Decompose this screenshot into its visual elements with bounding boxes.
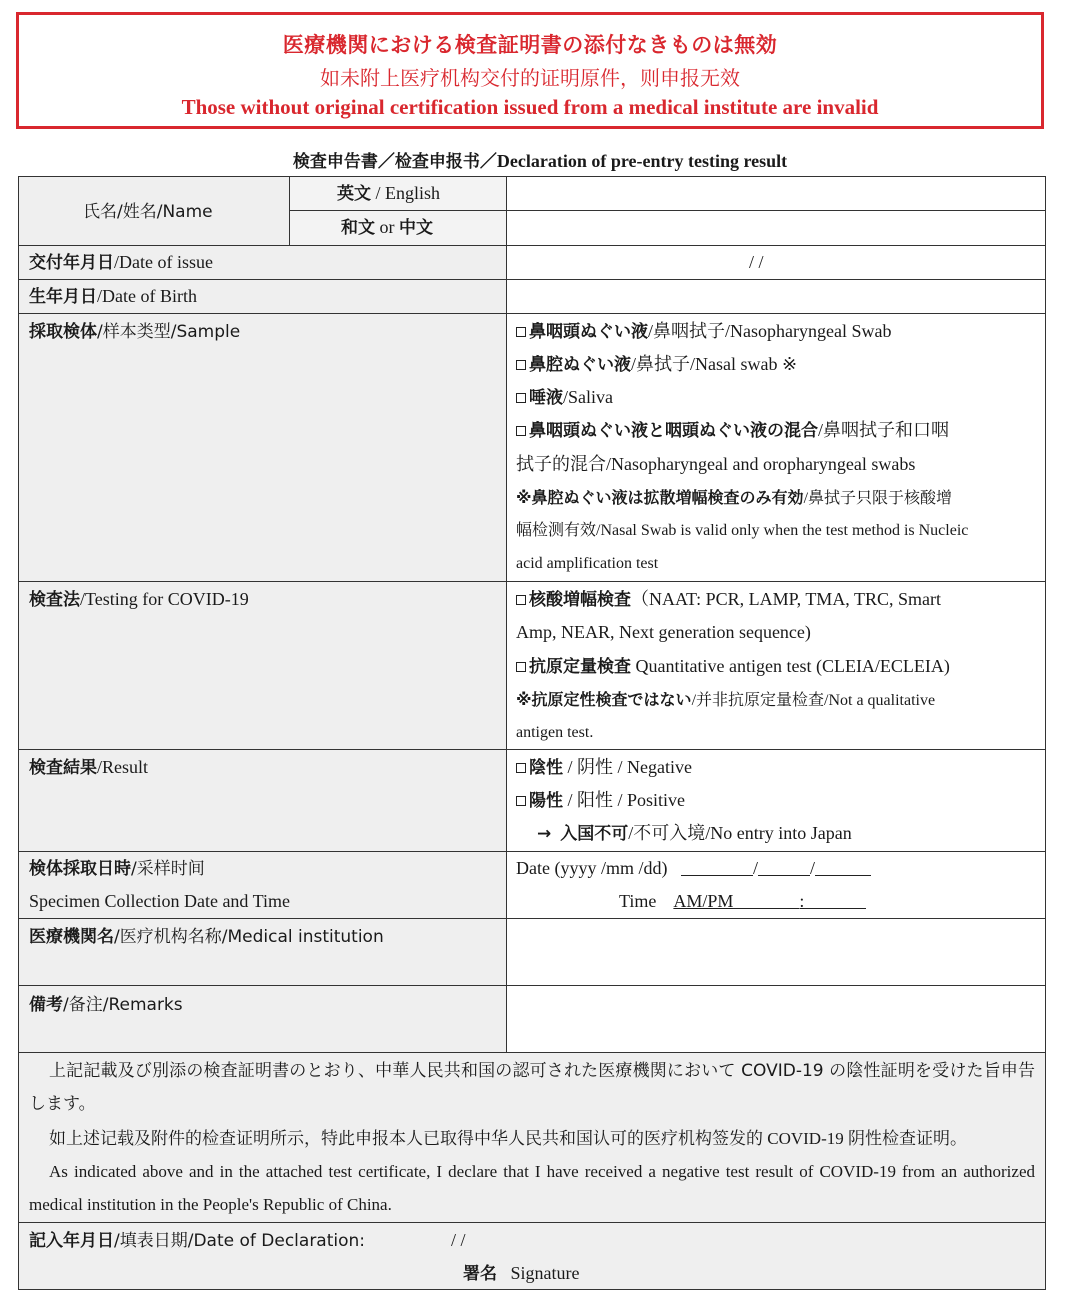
warning-zh: 如未附上医疗机构交付的证明原件，则申报无效 — [320, 66, 740, 90]
collection-label: 検体採取日時/采样时间 — [29, 859, 205, 879]
testing-note-line2: antigen test. — [516, 724, 594, 741]
sample-note-line3: acid amplification test — [516, 555, 659, 572]
date-of-issue-field[interactable]: / / — [749, 252, 764, 272]
warning-jp: 医療機関における検査証明書の添付なきものは無効 — [282, 33, 778, 57]
name-kanji-label: 和文 or 中文 — [341, 217, 433, 238]
checkbox-icon[interactable] — [516, 426, 526, 436]
sample-option-nasal[interactable]: 鼻腔ぬぐい液/鼻拭子/Nasal swab ※ — [516, 348, 797, 382]
name-english-field[interactable] — [509, 179, 1043, 209]
signature-label: 署名 Signature — [463, 1263, 580, 1284]
declaration-en: As indicated above and in the attached test certificate, I declare that I have received a negative test result of COVID-19 from an authorized medical institution in the People's Republic of China. — [29, 1162, 1035, 1214]
remarks-field[interactable] — [509, 988, 1043, 1050]
declaration-date-label: 記入年月日/填表日期/Date of Declaration: — [29, 1231, 366, 1251]
collection-label-en: Specimen Collection Date and Time — [29, 891, 290, 911]
checkbox-icon[interactable] — [516, 662, 526, 672]
date-of-birth-label: 生年月日/Date of Birth — [29, 286, 197, 307]
date-of-issue-label: 交付年月日/Date of issue — [29, 252, 213, 273]
name-kanji-field[interactable] — [509, 213, 1043, 243]
sample-note-line2: 幅检测有效/Nasal Swab is valid only when the test method is Nucleic — [516, 522, 969, 539]
checkbox-icon[interactable] — [516, 796, 526, 806]
sample-option-nasopharyngeal[interactable]: 鼻咽頭ぬぐい液/鼻咽拭子/Nasopharyngeal Swab — [516, 315, 891, 349]
checkbox-icon[interactable] — [516, 393, 526, 403]
testing-option-naat[interactable]: 核酸増幅検査（NAAT: PCR, LAMP, TMA, TRC, Smart — [516, 583, 941, 617]
signature-field[interactable] — [629, 1259, 1029, 1287]
collection-time-field[interactable]: Time AM/PM : — [619, 885, 866, 918]
sample-label: 採取検体/样本类型/Sample — [29, 322, 241, 342]
warning-en: Those without original certification issued from a medical institute are invalid — [181, 95, 879, 119]
declaration-date-field[interactable]: / / — [451, 1230, 466, 1250]
institution-label: 医療機関名/医疗机构名称/Medical institution — [29, 927, 384, 947]
checkbox-icon[interactable] — [516, 595, 526, 605]
testing-option-naat-line2: Amp, NEAR, Next generation sequence) — [516, 622, 811, 642]
arrow-right-icon: → — [537, 824, 552, 844]
testing-option-antigen[interactable]: 抗原定量検査 Quantitative antigen test (CLEIA/ECLEIA) — [516, 650, 950, 684]
collection-date-field[interactable]: Date (yyyy /mm /dd) / / — [516, 852, 871, 885]
remarks-label: 備考/备注/Remarks — [29, 995, 183, 1015]
form-title — [0, 147, 1080, 172]
institution-field[interactable] — [509, 921, 1043, 983]
result-label: 検査結果/Result — [29, 757, 149, 778]
testing-label: 検査法/Testing for COVID-19 — [29, 589, 249, 610]
sample-option-mixed-line2: 拭子的混合/Nasopharyngeal and oropharyngeal swabs — [516, 454, 916, 474]
checkbox-icon[interactable] — [516, 763, 526, 773]
declaration-jp: 上記記載及び別添の検査証明書のとおり、中華人民共和国の認可された医療機関において COVID-19 の陰性証明を受けた旨申告します。 — [29, 1061, 1035, 1114]
declaration-zh: 如上述记载及附件的检查证明所示，特此申报本人已取得中华人民共和国认可的医疗机构签发的 COVID-19 阴性检查证明。 — [49, 1129, 967, 1148]
sample-option-mixed[interactable]: 鼻咽頭ぬぐい液と咽頭ぬぐい液の混合/鼻咽拭子和口咽 — [516, 414, 949, 448]
sample-option-saliva[interactable]: 唾液/Saliva — [516, 381, 613, 415]
form-title-jp: 検査申告書 — [292, 152, 378, 172]
checkbox-icon[interactable] — [516, 327, 526, 337]
name-label: 氏名/姓名/Name — [83, 202, 213, 222]
declaration-form — [18, 176, 1046, 1290]
form-title-zh: ／检查申报书／ — [377, 152, 497, 172]
invalid-warning-box — [16, 12, 1044, 129]
result-no-entry: → 入国不可/不可入境/No entry into Japan — [537, 823, 852, 844]
form-title-en: Declaration of pre-entry testing result — [496, 151, 788, 171]
testing-note: ※抗原定性検査ではない/并非抗原定量检查/Not a qualitative — [516, 690, 936, 709]
result-option-positive[interactable]: 陽性 / 阳性 / Positive — [516, 784, 685, 818]
name-english-label: 英文 / English — [337, 183, 441, 204]
checkbox-icon[interactable] — [516, 360, 526, 370]
result-option-negative[interactable]: 陰性 / 阴性 / Negative — [516, 751, 692, 785]
date-of-birth-field[interactable] — [509, 281, 1043, 311]
sample-note: ※鼻腔ぬぐい液は拡散増幅検査のみ有効/鼻拭子只限于核酸增 — [516, 488, 953, 507]
